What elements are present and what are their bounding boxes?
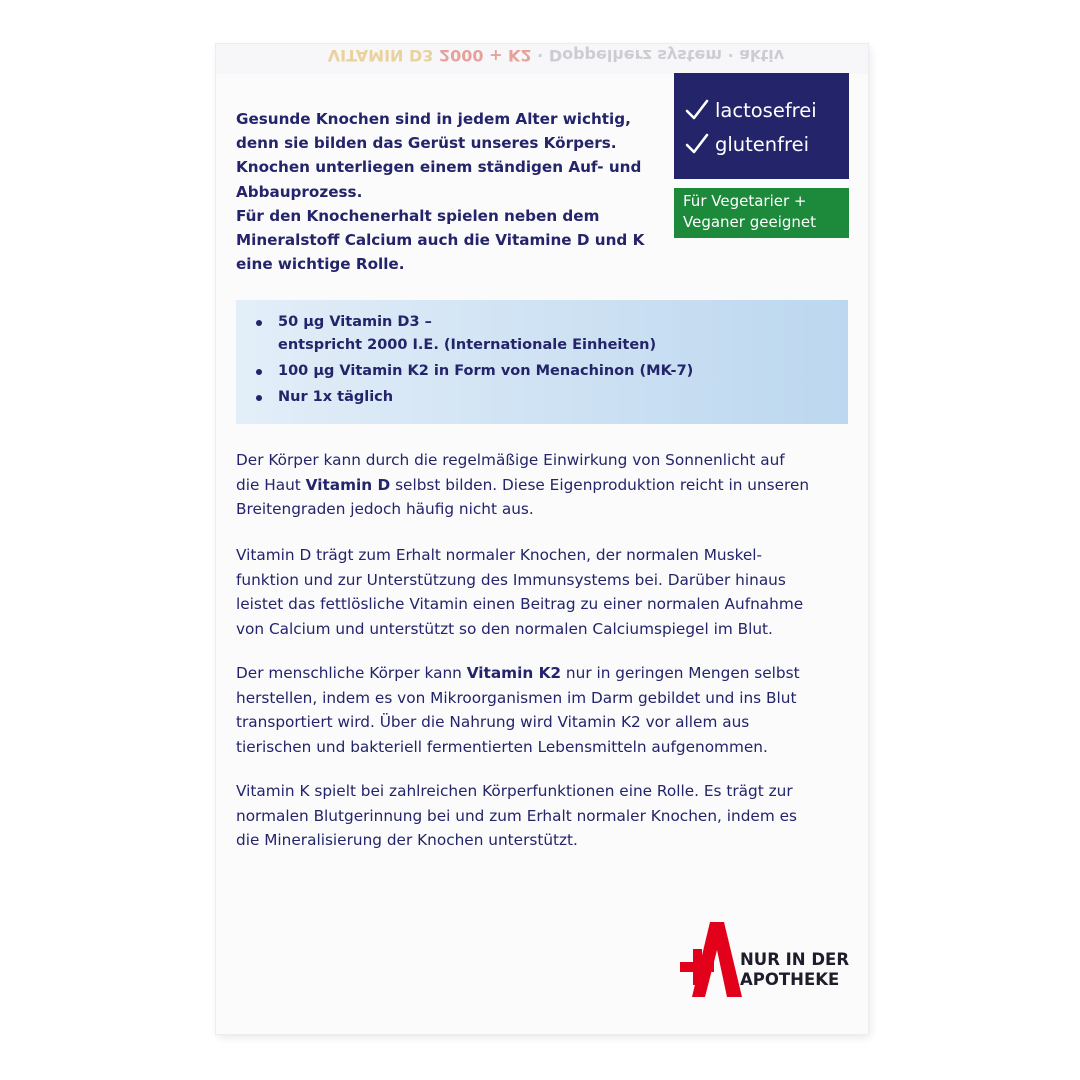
highlight-text: 50 µg Vitamin D3 – entspricht 2000 I.E. (Internationale Einheiten) xyxy=(278,314,657,353)
bullet-dot xyxy=(256,395,262,401)
paragraph-vitamin-k2: Der menschliche Körper kann Vitamin K2 nur in geringen Mengen selbst herstellen, indem es von Mikroorganismen im Darm gebildet und ins Blut transportiert wird. Über die Nahrung wird Vitamin K2 vor allem aus tierischen und bakteriell fermentierten Lebensmitteln aufgenommen. xyxy=(236,664,800,756)
bullet-dot xyxy=(256,369,262,375)
highlight-text: Nur 1x täglich xyxy=(278,389,394,405)
paragraph-vitamin-d-function: Vitamin D trägt zum Erhalt normaler Knochen, der normalen Muskel- funktion und zur Unterstützung des Immunsystems bei. Darüber hinaus leistet das fettlösliche Vitamin einen Beitrag zu einer normalen Aufnahme von Calcium und unterstützt so den normalen Calciumspiegel im Blut. xyxy=(236,546,804,638)
vegan-badge-line: Veganer geeignet xyxy=(683,213,816,231)
vegan-badge-line: Für Vegetarier + xyxy=(683,192,807,210)
checkmark-icon xyxy=(685,99,709,121)
highlight-text: 100 µg Vitamin K2 in Form von Menachinon (MK-7) xyxy=(278,363,694,379)
highlights-box xyxy=(236,300,848,424)
intro-text: Gesunde Knochen sind in jedem Alter wichtig, denn sie bilden das Gerüst unseres Körpers. Knochen unterliegen einem ständigen Auf- und Abbauprozess. Für den Knochenerhalt spielen neben dem Mineralstoff Calcium auch die Vitamine D und K eine wichtige Rolle. xyxy=(236,110,645,274)
paragraph-vitamin-d-sunlight: Der Körper kann durch die regelmäßige Einwirkung von Sonnenlicht auf die Haut Vitamin D selbst bilden. Diese Eigenproduktion reicht in unseren Breitengraden jedoch häufig nicht aus. xyxy=(236,451,810,518)
apotheke-logo xyxy=(680,922,850,997)
bold-vitamin-d: Vitamin D xyxy=(305,475,391,494)
gluten-free-claim xyxy=(685,127,849,161)
bullet-dot xyxy=(256,320,262,326)
top-flap xyxy=(216,44,868,74)
paragraph-vitamin-k-function: Vitamin K spielt bei zahlreichen Körperfunktionen eine Rolle. Es trägt zur normalen Blutgerinnung bei und zum Erhalt normaler Knochen, indem es die Mineralisierung der Knochen unterstützt. xyxy=(236,782,797,849)
highlight-item xyxy=(236,311,848,357)
bold-vitamin-k2: Vitamin K2 xyxy=(466,664,562,682)
check-label: lactosefrei xyxy=(715,98,817,122)
free-from-badge xyxy=(674,73,849,179)
check-label: glutenfrei xyxy=(715,132,810,156)
highlight-item xyxy=(236,386,848,409)
vegan-badge xyxy=(674,188,849,238)
highlight-item xyxy=(236,360,848,383)
package-back-panel xyxy=(216,44,868,1034)
highlights-list xyxy=(236,311,848,409)
apotheke-a-icon xyxy=(680,922,742,997)
apotheke-logo-text: NUR IN DER APOTHEKE xyxy=(740,950,850,989)
checkmark-icon xyxy=(685,133,709,155)
top-flap-mirrored-text: VITAMIN D3 2000 + K2 · Doppelherz system · aktiv xyxy=(327,46,785,65)
lactose-free-claim xyxy=(685,93,849,127)
